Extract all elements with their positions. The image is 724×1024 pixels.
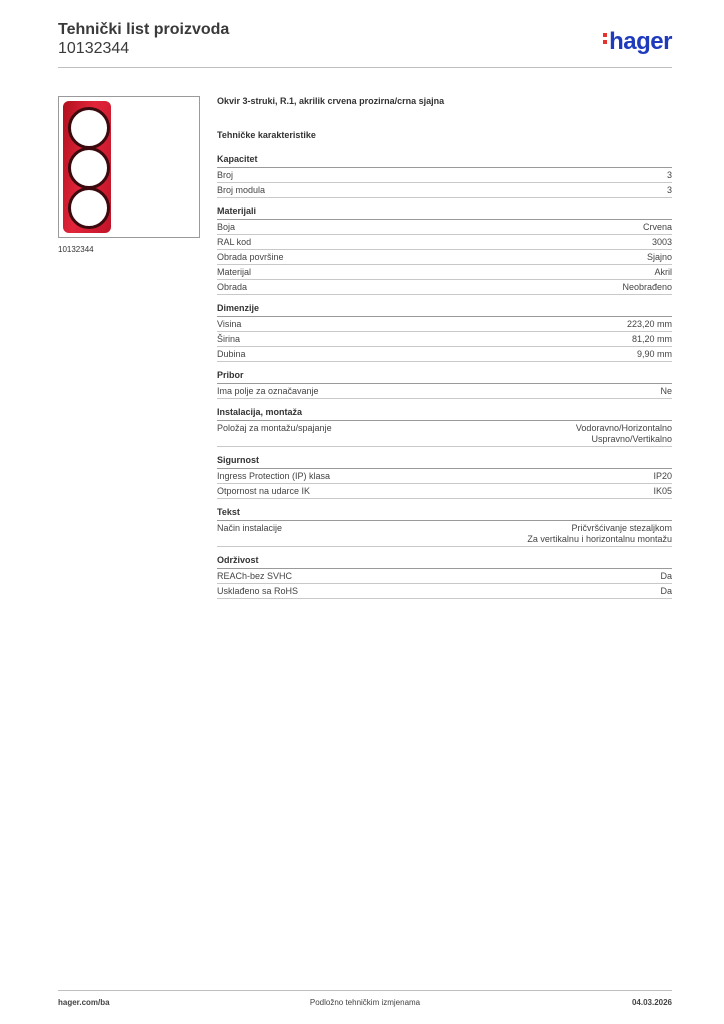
spec-value: 3	[666, 170, 672, 180]
spec-label: Položaj za montažu/spajanje	[217, 423, 332, 433]
spec-value: Da	[660, 586, 672, 596]
spec-row	[217, 280, 672, 295]
spec-row	[217, 584, 672, 599]
frame-opening-1	[68, 107, 110, 149]
spec-label: Broj modula	[217, 185, 266, 195]
spec-row	[217, 317, 672, 332]
spec-row	[217, 421, 672, 447]
spec-label: Materijal	[217, 267, 252, 277]
spec-row	[217, 469, 672, 484]
spec-row	[217, 484, 672, 499]
spec-row	[217, 347, 672, 362]
frame-opening-2	[68, 147, 110, 189]
spec-value: Vodoravno/Horizontalno Uspravno/Vertikalno	[575, 423, 672, 444]
spec-section	[217, 154, 672, 198]
spec-label: Način instalacije	[217, 523, 283, 533]
spec-row	[217, 569, 672, 584]
footer-website: hager.com/ba	[58, 998, 110, 1007]
page-footer	[58, 998, 672, 1010]
header-divider	[58, 67, 672, 68]
spec-section	[217, 455, 672, 499]
spec-row	[217, 250, 672, 265]
spec-label: Broj	[217, 170, 234, 180]
footer-divider	[58, 990, 672, 991]
page-title: Tehnički list proizvoda	[58, 21, 230, 38]
spec-value: IP20	[653, 471, 672, 481]
section-title: Održivost	[217, 555, 672, 569]
spec-value: Sjajno	[646, 252, 672, 262]
section-title: Sigurnost	[217, 455, 672, 469]
spec-value: Akril	[654, 267, 672, 277]
section-title: Materijali	[217, 206, 672, 220]
spec-value: 9,90 mm	[636, 349, 672, 359]
frame-opening-3	[68, 187, 110, 229]
spec-value: Da	[660, 571, 672, 581]
three-gang-frame-icon	[63, 101, 111, 233]
product-image	[58, 96, 200, 238]
spec-value: 3	[666, 185, 672, 195]
spec-value: Ne	[660, 386, 672, 396]
section-title: Instalacija, montaža	[217, 407, 672, 421]
spec-content	[217, 96, 672, 607]
spec-label: Visina	[217, 319, 242, 329]
spec-label: Dubina	[217, 349, 246, 359]
footer-date: 04.03.2026	[631, 998, 672, 1007]
spec-label: Otpornost na udarce IK	[217, 486, 311, 496]
spec-value: Crvena	[642, 222, 672, 232]
technical-characteristics-title: Tehničke karakteristike	[217, 130, 316, 140]
spec-section	[217, 407, 672, 447]
spec-row	[217, 235, 672, 250]
spec-row	[217, 265, 672, 280]
spec-section	[217, 206, 672, 295]
logo-dots-icon	[603, 30, 608, 47]
section-title: Kapacitet	[217, 154, 672, 168]
spec-value: 81,20 mm	[631, 334, 672, 344]
spec-label: Obrada površine	[217, 252, 284, 262]
spec-label: Usklađeno sa RoHS	[217, 586, 299, 596]
product-description: Okvir 3-struki, R.1, akrilik crvena prozirna/crna sjajna	[217, 96, 445, 106]
spec-label: Boja	[217, 222, 236, 232]
spec-section	[217, 370, 672, 399]
spec-label: Ima polje za označavanje	[217, 386, 319, 396]
spec-label: REACh-bez SVHC	[217, 571, 293, 581]
hager-logo	[603, 28, 672, 56]
product-image-caption: 10132344	[58, 245, 94, 254]
spec-label: Obrada	[217, 282, 248, 292]
spec-section	[217, 555, 672, 599]
spec-row	[217, 384, 672, 399]
product-code: 10132344	[58, 40, 130, 57]
spec-value: 3003	[651, 237, 672, 247]
spec-value: Pričvršćivanje stezaljkom Za vertikalnu i horizontalnu montažu	[527, 523, 672, 544]
spec-label: RAL kod	[217, 237, 252, 247]
section-title: Dimenzije	[217, 303, 672, 317]
spec-row	[217, 168, 672, 183]
spec-section	[217, 507, 672, 547]
footer-notice: Podložno tehničkim izmjenama	[309, 998, 421, 1007]
spec-label: Ingress Protection (IP) klasa	[217, 471, 331, 481]
spec-value: Neobrađeno	[622, 282, 672, 292]
spec-row	[217, 332, 672, 347]
spec-section	[217, 303, 672, 362]
spec-row	[217, 183, 672, 198]
spec-row	[217, 521, 672, 547]
logo-text: hager	[609, 28, 672, 55]
spec-label: Širina	[217, 334, 241, 344]
section-title: Tekst	[217, 507, 672, 521]
spec-value: 223,20 mm	[626, 319, 672, 329]
section-title: Pribor	[217, 370, 672, 384]
spec-value: IK05	[653, 486, 672, 496]
page-header	[58, 20, 672, 68]
spec-row	[217, 220, 672, 235]
spec-sections	[217, 154, 672, 599]
